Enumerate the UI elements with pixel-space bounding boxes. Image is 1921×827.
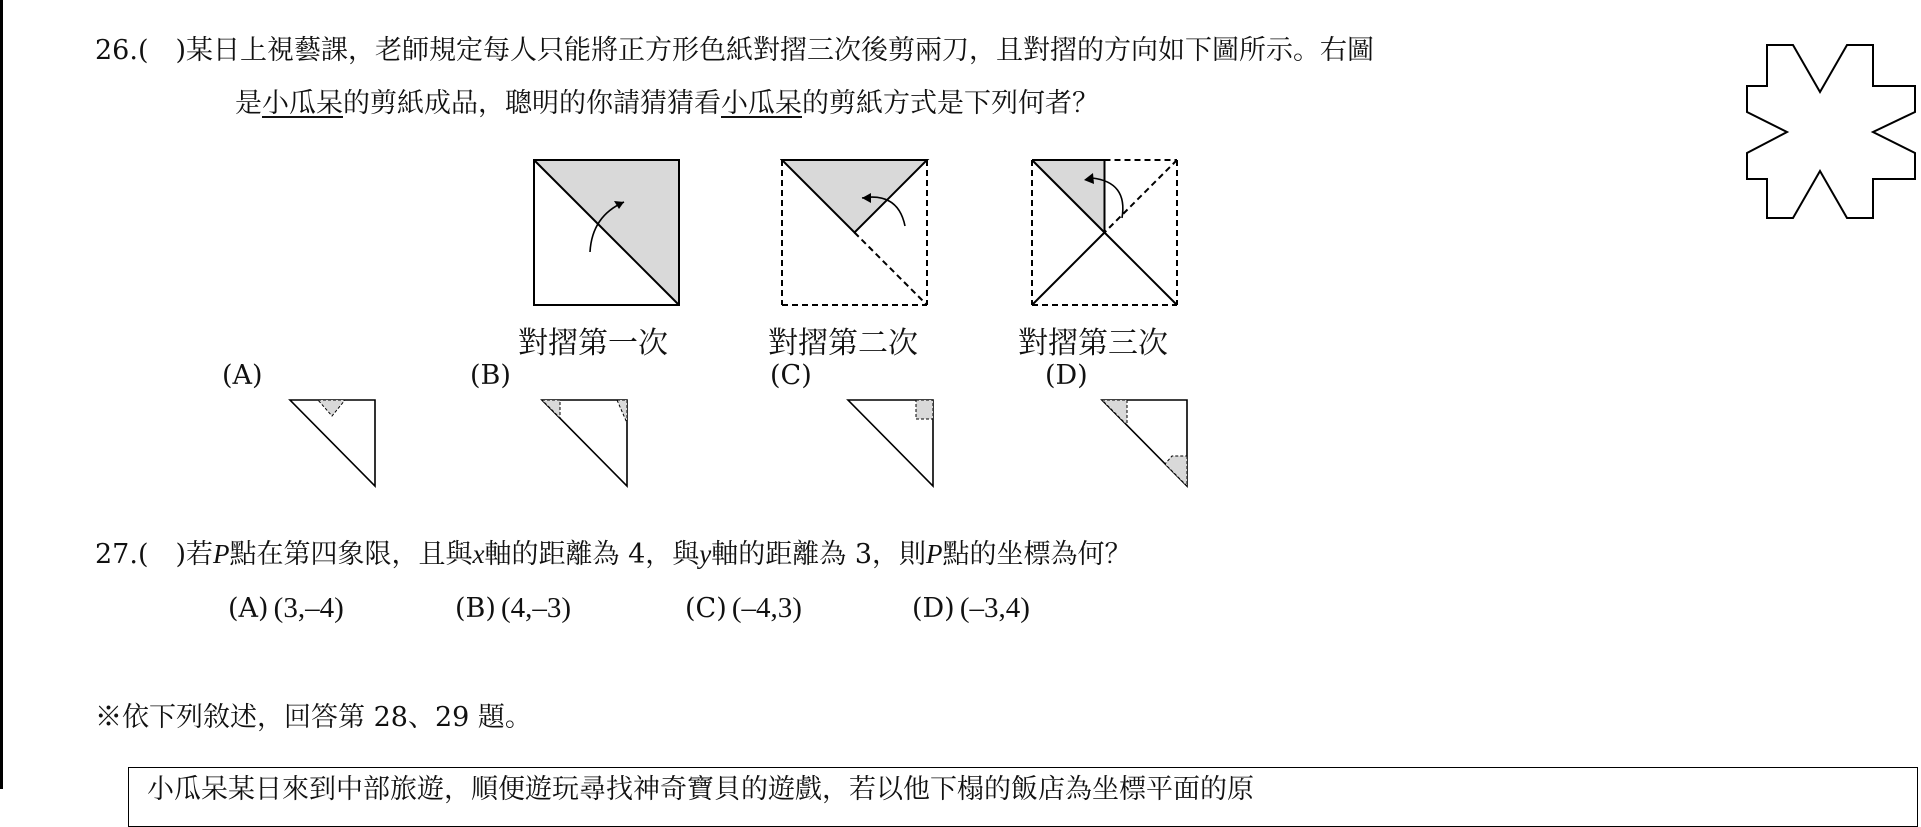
fold-step-2-label: 對摺第二次 bbox=[768, 326, 918, 361]
fold-step-2-figure bbox=[780, 158, 930, 308]
fold-step-3-figure bbox=[1030, 158, 1180, 308]
q26-option-b-figure bbox=[540, 398, 630, 490]
q27-line: 27.( )若P點在第四象限，且與x軸的距離為 4，與y軸的距離為 3，則P點的坐標為何？ bbox=[95, 539, 1132, 570]
instruction-note: ※依下列敘述，回答第 28、29 題。 bbox=[95, 702, 532, 733]
paper-cut-star-figure bbox=[1745, 40, 1920, 225]
q26-number: 26.( bbox=[95, 35, 149, 66]
q27-option-d: (D) (–3,4) bbox=[912, 592, 1030, 624]
q26-option-a-label: (A) bbox=[222, 360, 263, 391]
q27-option-a: (A) (3,–4) bbox=[228, 592, 344, 624]
q26-option-d-figure bbox=[1100, 398, 1190, 490]
fold-step-3-label: 對摺第三次 bbox=[1018, 326, 1168, 361]
q26-option-a-figure bbox=[288, 398, 378, 490]
q26-option-c-figure bbox=[846, 398, 936, 490]
q27-option-b: (B) (4,–3) bbox=[455, 592, 572, 624]
q26-option-b-label: (B) bbox=[470, 360, 511, 391]
student-name: 小瓜呆 bbox=[721, 88, 802, 119]
q26-line2: 是小瓜呆的剪紙成品，聰明的你請猜猜看小瓜呆的剪紙方式是下列何者？ bbox=[235, 88, 1099, 119]
q26-text-line1: )某日上視藝課，老師規定每人只能將正方形色紙對摺三次後剪兩刀，且對摺的方向如下圖所示。右圖 bbox=[148, 35, 1375, 66]
q26-option-d-label: (D) bbox=[1045, 360, 1088, 391]
q26-option-c-label: (C) bbox=[770, 360, 812, 391]
q27-option-c: (C) (–4,3) bbox=[685, 592, 802, 624]
passage-text: 小瓜呆某日來到中部旅遊，順便遊玩尋找神奇寶貝的遊戲，若以他下榻的飯店為坐標平面的原 bbox=[147, 774, 1254, 805]
q27-number: 27.( bbox=[95, 539, 149, 570]
fold-step-1-label: 對摺第一次 bbox=[518, 326, 668, 361]
q26-line1 bbox=[95, 33, 1374, 69]
student-name: 小瓜呆 bbox=[262, 88, 343, 119]
fold-step-1-figure bbox=[532, 158, 682, 308]
left-margin-rule bbox=[0, 0, 3, 789]
passage-box bbox=[128, 767, 1918, 827]
